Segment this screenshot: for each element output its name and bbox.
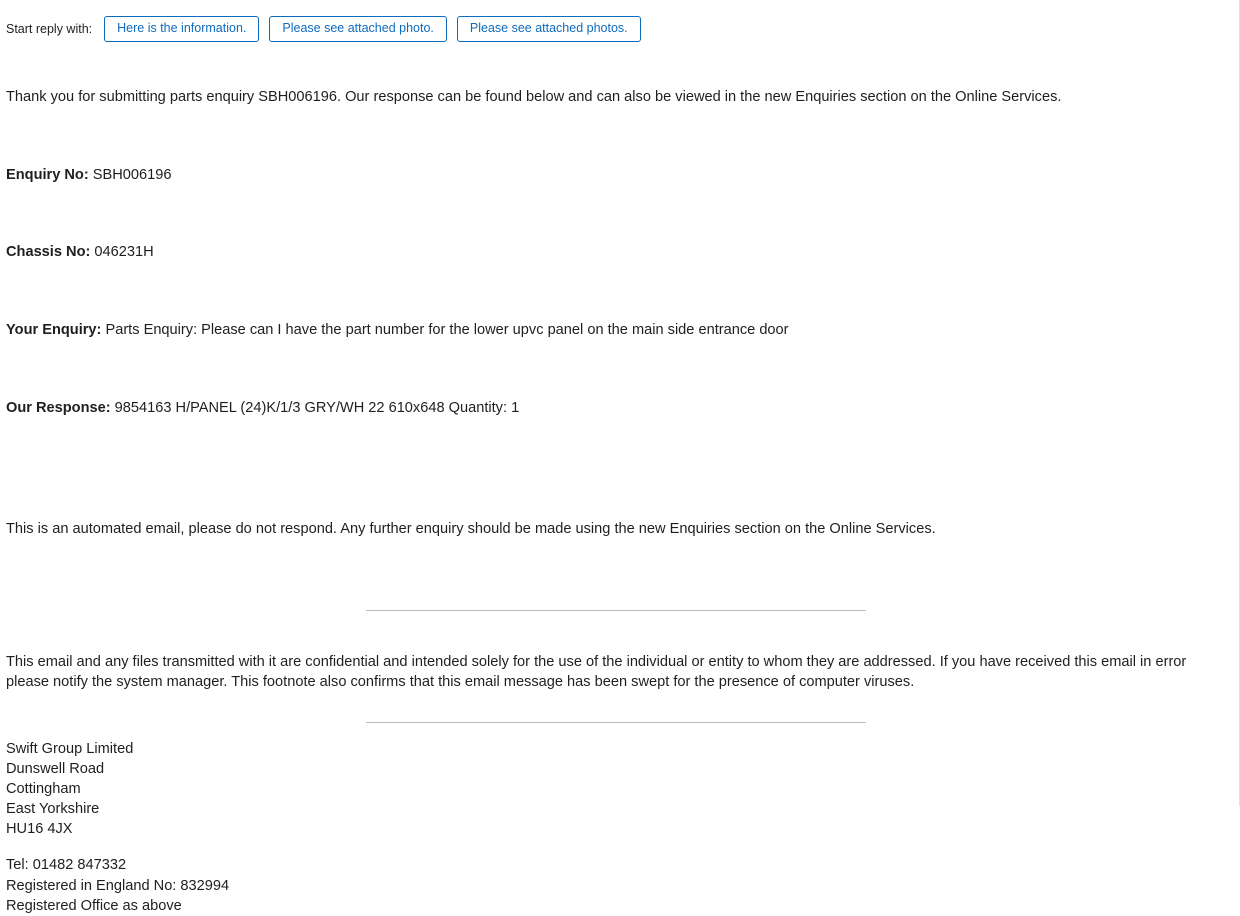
spacer (6, 307, 1233, 321)
enquiry-no-value: SBH006196 (92, 166, 172, 183)
confidentiality-disclaimer: This email and any files transmitted with it are confidential and intended solely for the use of the individual or entity to whom they are addressed. If you have received this email in error please notify the system manager. This footnote also confirms that this email message has been swept for the presence of computer viruses. (6, 653, 1187, 691)
spacer (6, 152, 1233, 166)
company-signature (6, 739, 1233, 916)
spacer (6, 385, 1233, 399)
intro-paragraph: Thank you for submitting parts enquiry SBH006196. Our response can be found below and can also be viewed in the new Enquiries section on the Online Services. (6, 89, 1062, 105)
company-name: Swift Group Limited (6, 740, 134, 757)
company-address-line: Cottingham (6, 781, 81, 797)
smart-reply-label: Start reply with: (6, 22, 93, 36)
spacer (6, 341, 1233, 385)
chassis-no-value: 046231H (94, 244, 154, 261)
spacer (6, 108, 1233, 152)
spacer (6, 263, 1233, 307)
chassis-no-label: Chassis No: (6, 244, 91, 261)
spacer (6, 44, 1233, 88)
our-response-value: 9854163 H/PANEL (24)K/1/3 GRY/WH 22 610x648 Quantity: 1 (114, 399, 520, 416)
company-registration: Registered in England No: 832994 (6, 877, 230, 894)
spacer (6, 229, 1233, 243)
your-enquiry-label: Your Enquiry: (6, 322, 102, 339)
your-enquiry-row (6, 321, 1233, 341)
company-telephone: Tel: 01482 847332 (6, 857, 127, 874)
company-postcode: HU16 4JX (6, 821, 73, 838)
spacer (6, 839, 1233, 855)
smart-reply-suggestion-1[interactable]: Here is the information. (104, 16, 259, 43)
spacer (6, 185, 1233, 229)
spacer (6, 723, 1233, 737)
spacer (6, 584, 1233, 610)
company-address-line: East Yorkshire (6, 801, 100, 818)
spacer (6, 611, 1233, 637)
our-response-label: Our Response: (6, 399, 111, 416)
spacer (6, 540, 1233, 584)
chassis-no-row (6, 243, 1233, 263)
smart-reply-suggestion-3[interactable]: Please see attached photos. (457, 16, 641, 43)
our-response-row (6, 399, 1233, 419)
company-address-line: Dunswell Road (6, 760, 105, 777)
spacer (6, 708, 1233, 722)
email-body (0, 44, 1239, 916)
spacer (6, 462, 1233, 506)
your-enquiry-value: Parts Enquiry: Please can I have the part number for the lower upvc panel on the main side entrance door (105, 322, 789, 339)
company-registered-office: Registered Office as above (6, 897, 182, 914)
enquiry-no-row (6, 166, 1233, 186)
enquiry-no-label: Enquiry No: (6, 166, 89, 183)
smart-reply-suggestion-2[interactable]: Please see attached photo. (269, 16, 447, 43)
spacer (6, 418, 1233, 462)
automated-notice: This is an automated email, please do not respond. Any further enquiry should be made using the new Enquiries section on the Online Services. (6, 521, 936, 538)
smart-reply-bar (0, 0, 1239, 44)
spacer (6, 506, 1233, 520)
